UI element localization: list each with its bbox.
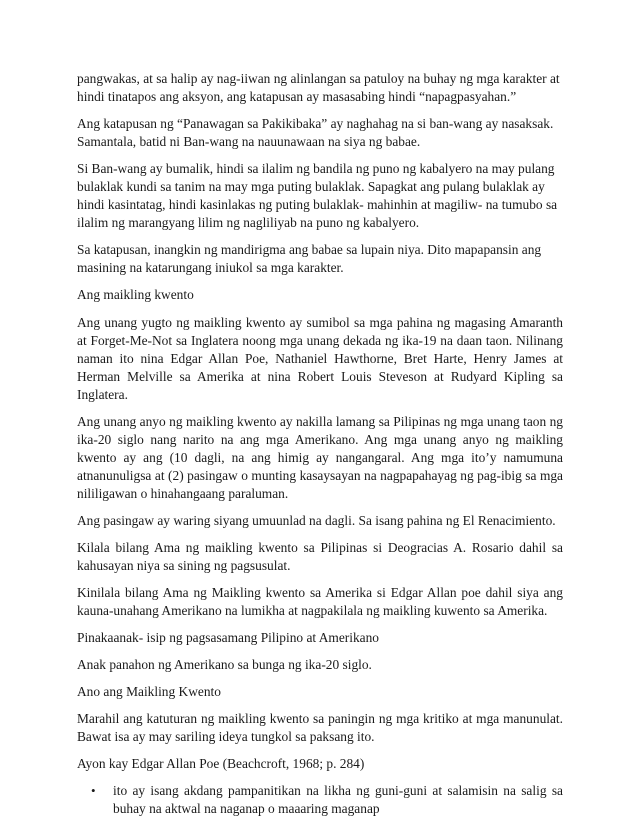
paragraph-rosario: Kilala bilang Ama ng maikling kwento sa Pilipinas si Deogracias A. Rosario dahil sa kahusayan niya sa sining ng pagsusulat. <box>77 540 563 573</box>
paragraph-panawagan-ending: Ang katapusan ng “Panawagan sa Pakikibaka” ay naghahag na si ban-wang ay nasaksak. Samantala, batid ni Ban-wang na nauunawaan na siya ng babae. <box>77 116 554 149</box>
section-heading-ano-ang: Ano ang Maikling Kwento <box>77 684 221 699</box>
paragraph-pinakaanak: Pinakaanak- isip ng pagsasamang Pilipino at Amerikano <box>77 630 379 645</box>
paragraph-banwang-return: Si Ban-wang ay bumalik, hindi sa ilalim ng bandila ng puno ng kabalyero na may pulang bulaklak kundi sa tanim na may mga puting bulaklak. Sapagkat ang pulang bulaklak ay hindi kasintatag, hindi kasinlakas ng puting bulaklak- mahinhin at magiliw- na tumubo sa ilalim ng marangyang lilim ng nagliliyab na puno ng kabalyero. <box>77 161 558 230</box>
document-page <box>77 70 563 818</box>
paragraph-first-stage: Ang unang yugto ng maikling kwento ay sumibol sa mga pahina ng magasing Amaranth at Forget-Me-Not sa Inglatera noong mga unang dekada ng ika-19 na daan taon. Nilinang naman ito nina Edgar Allan Poe, Nathaniel Hawthorne, Bret Harte, Henry James at Herman Melville sa Amerika at nina Robert Louis Steveson at Rudyard Kipling sa Inglatera. <box>77 315 563 402</box>
paragraph-pasingaw: Ang pasingaw ay waring siyang umuunlad na dagli. Sa isang pahina ng El Renacimiento. <box>77 513 556 528</box>
list-item <box>77 782 563 818</box>
list-item-text: ito ay isang akdang pampanitikan na likha ng guni-guni at salamisin na salig sa buhay na aktwal na naganap o maaaring maganap <box>113 783 563 816</box>
bullet-icon: • <box>91 783 96 798</box>
paragraph-first-form-philippines: Ang unang anyo ng maikling kwento ay nakilla lamang sa Pilipinas ng mga unang taon ng ika-20 siglo nang narito na ang mga Amerikano. Ang mga unang anyo ng maikling kwento ay ang (10 dagli, na ang himig ay nangangaral. Ang mga ito’y namumuna atnanunuligsa at (2) pasingaw o munting kasaysayan na nagpapahayag ng pag-ibig sa mga nililigawan o hinahangaang paraluman. <box>77 414 563 501</box>
paragraph-poe: Kinilala bilang Ama ng Maikling kwento sa Amerika si Edgar Allan poe dahil siya ang kauna-unahang Amerikano na lumikha at nagpakilala ng maikling kuwento sa Amerika. <box>77 585 563 618</box>
paragraph-conclusion: Sa katapusan, inangkin ng mandirigma ang babae sa lupain niya. Dito mapapansin ang masining na katarungang iniukol sa mga karakter. <box>77 242 542 275</box>
paragraph-ending-continuation: pangwakas, at sa halip ay nag-iiwan ng alinlangan sa patuloy na buhay ng mga karakter at hindi tinatapos ang aksyon, ang katapusan ay masasabing hindi “napagpasyahan.” <box>77 71 560 104</box>
paragraph-ayon-kay-poe: Ayon kay Edgar Allan Poe (Beachcroft, 1968; p. 284) <box>77 756 365 771</box>
section-heading-maikling-kwento: Ang maikling kwento <box>77 287 194 302</box>
paragraph-katuturan: Marahil ang katuturan ng maikling kwento sa paningin ng mga kritiko at mga manunulat. Bawat isa ay may sariling ideya tungkol sa paksang ito. <box>77 711 563 744</box>
paragraph-anak-panahon: Anak panahon ng Amerikano sa bunga ng ika-20 siglo. <box>77 657 372 672</box>
bullet-list <box>77 782 563 818</box>
